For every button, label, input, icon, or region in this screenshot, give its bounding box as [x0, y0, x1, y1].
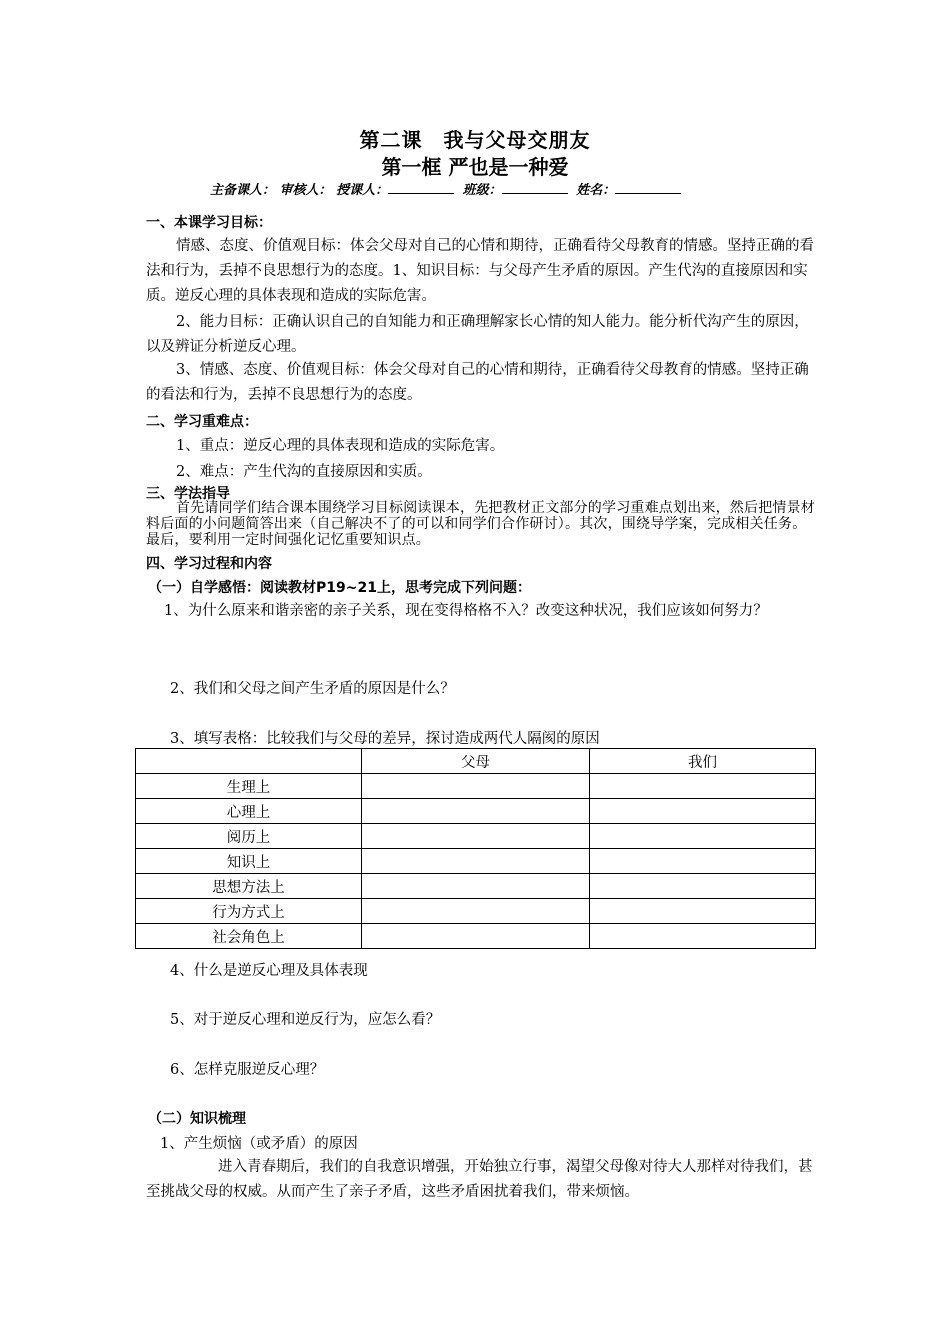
meta-review-label: 审核人：: [279, 183, 332, 198]
table-row: [136, 799, 816, 824]
us-answer-cell[interactable]: [590, 774, 816, 799]
table-header-cell: 父母: [362, 749, 590, 774]
key-point: 1、重点：逆反心理的具体表现和造成的实际危害。: [176, 438, 505, 454]
meta-teacher-label: 授课人：: [336, 183, 389, 198]
table-row: [136, 774, 816, 799]
question-5: 5、对于逆反心理和逆反行为，应怎么看？: [170, 1012, 441, 1028]
row-label-cell: 阅历上: [136, 824, 362, 849]
knowledge-item-1: 1、产生烦恼（或矛盾）的原因: [160, 1136, 358, 1152]
lesson-title: 第二课 我与父母交朋友: [359, 128, 591, 152]
question-2: 2、我们和父母之间产生矛盾的原因是什么？: [170, 681, 455, 697]
us-answer-cell[interactable]: [590, 899, 816, 924]
meta-class-label: 班级：: [462, 183, 502, 198]
lesson-subtitle: 第一框 严也是一种爱: [381, 155, 569, 179]
table-row: [136, 924, 816, 949]
knowledge-heading: （二）知识梳理: [148, 1111, 246, 1127]
row-label-cell: 社会角色上: [136, 924, 362, 949]
question-6: 6、怎样克服逆反心理？: [170, 1062, 325, 1078]
table-row: [136, 849, 816, 874]
row-label-cell: 思想方法上: [136, 874, 362, 899]
objectives-paragraph-1: 情感、态度、价值观目标：体会父母对自己的心情和期待，正确看待父母教育的情感。坚持正确的看法和行为，丢掉不良思想行为的态度。1、知识目标：与父母产生矛盾的原因。产生代沟的直接原因和实质。逆反心理的具体表现和造成的实际危害。: [146, 238, 814, 304]
section-4-heading: 四、学习过程和内容: [146, 556, 272, 572]
question-3: 3、填写表格：比较我们与父母的差异，探讨造成两代人隔阂的原因: [170, 731, 600, 747]
us-answer-cell[interactable]: [590, 824, 816, 849]
meta-line: [210, 179, 685, 198]
table-row: [136, 899, 816, 924]
comparison-table: [135, 748, 816, 949]
row-label-cell: 行为方式上: [136, 899, 362, 924]
us-answer-cell[interactable]: [590, 799, 816, 824]
parents-answer-cell[interactable]: [362, 824, 590, 849]
difficult-point: 2、难点：产生代沟的直接原因和实质。: [176, 464, 432, 480]
method-paragraph: 首先请同学们结合课本围绕学习目标阅读课本，先把教材正文部分的学习重难点划出来，然后把情景材料后面的小问题简答出来（自己解决不了的可以和同学们合作研讨）。其次，围绕导学案，完成相关任务。最后，要利用一定时间强化记忆重要知识点。: [146, 500, 815, 548]
parents-answer-cell[interactable]: [362, 799, 590, 824]
row-label-cell: 生理上: [136, 774, 362, 799]
teacher-blank[interactable]: [388, 181, 454, 194]
knowledge-item-1-text: 进入青春期后，我们的自我意识增强，开始独立行事，渴望父母像对待大人那样对待我们，甚至挑战父母的权威。从而产生了亲子矛盾，这些矛盾困扰着我们，带来烦恼。: [146, 1159, 813, 1200]
parents-answer-cell[interactable]: [362, 924, 590, 949]
objectives-paragraph-3: 3、情感、态度、价值观目标：体会父母对自己的心情和期待，正确看待父母教育的情感。坚持正确的看法和行为，丢掉不良思想行为的态度。: [146, 362, 809, 403]
table-header-cell: 我们: [590, 749, 816, 774]
parents-answer-cell[interactable]: [362, 774, 590, 799]
table-row: [136, 874, 816, 899]
question-4: 4、什么是逆反心理及具体表现: [170, 963, 368, 979]
us-answer-cell[interactable]: [590, 874, 816, 899]
us-answer-cell[interactable]: [590, 849, 816, 874]
table-row: [136, 824, 816, 849]
section-1-heading: 一、本课学习目标：: [146, 215, 272, 231]
parents-answer-cell[interactable]: [362, 874, 590, 899]
table-header-cell: [136, 749, 362, 774]
section-2-heading: 二、学习重难点：: [146, 414, 258, 430]
parents-answer-cell[interactable]: [362, 849, 590, 874]
name-blank[interactable]: [615, 181, 681, 194]
objectives-paragraph-2: 2、能力目标：正确认识自己的自知能力和正确理解家长心情的知人能力。能分析代沟产生的原因，以及辨证分析逆反心理。: [146, 314, 809, 355]
row-label-cell: 知识上: [136, 849, 362, 874]
self-study-heading: （一）自学感悟：阅读教材P19~21上，思考完成下列问题：: [148, 580, 531, 596]
meta-name-label: 姓名：: [576, 183, 616, 198]
question-1: 1、为什么原来和谐亲密的亲子关系，现在变得格格不入？改变这种状况，我们应该如何努力？: [164, 603, 768, 619]
table-header-row: [136, 749, 816, 774]
class-blank[interactable]: [502, 181, 568, 194]
us-answer-cell[interactable]: [590, 924, 816, 949]
row-label-cell: 心理上: [136, 799, 362, 824]
section-3-heading: 三、学法指导: [146, 486, 230, 502]
meta-prep-label: 主备课人：: [210, 183, 276, 198]
parents-answer-cell[interactable]: [362, 899, 590, 924]
